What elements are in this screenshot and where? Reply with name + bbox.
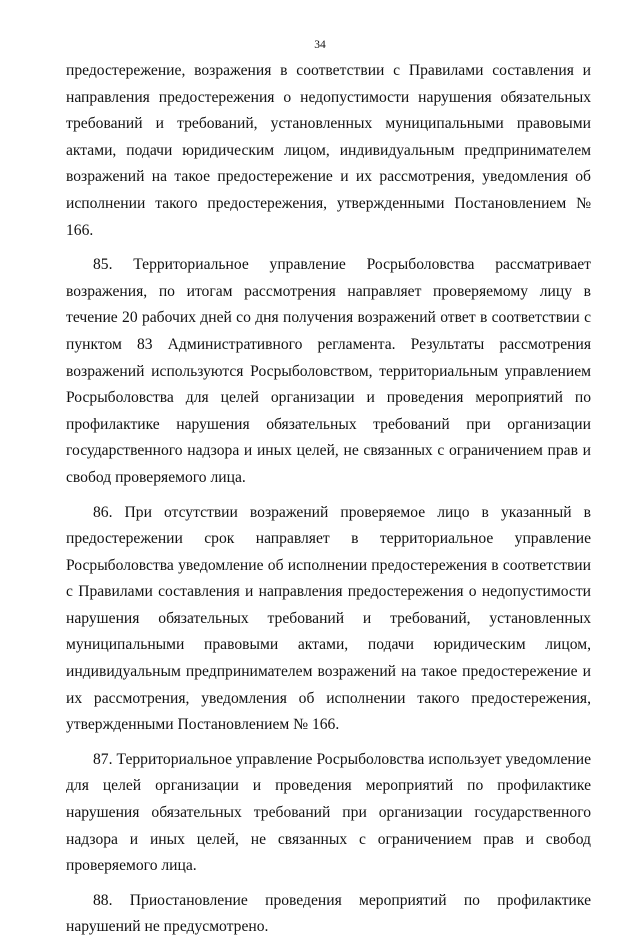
paragraph-87: 87. Территориальное управление Росрыболовства использует уведомление для целей организации и проведения мероприятий по профилактике нарушения обязательных требований при организации государственного надзора и иных целей, не связанных с ограничением прав и свобод проверяемого лица. (66, 750, 591, 875)
document-body (66, 58, 591, 941)
paragraph-88: 88. Приостановление проведения мероприятий по профилактике нарушений не предусмотрено. (66, 891, 591, 936)
paragraph-85: 85. Территориальное управление Росрыболовства рассматривает возражения, по итогам рассмотрения направляет проверяемому лицу в течение 20 рабочих дней со дня получения возражений ответ в соответствии с пунктом 83 Административного регламента. Результаты рассмотрения возражений используются Росрыболовством, территориальным управлением Росрыболовства для целей организации и проведения мероприятий по профилактике нарушения обязательных требований при организации государственного надзора и иных целей, не связанных с ограничением прав и свобод проверяемого лица. (66, 256, 591, 486)
page-number: 34 (314, 39, 326, 51)
paragraph-86: 86. При отсутствии возражений проверяемое лицо в указанный в предостережении срок направляет в территориальное управление Росрыболовства уведомление об исполнении предостережения в соответствии с Правилами составления и направления предостережения о недопустимости нарушения обязательных требований и требований, установленных муниципальными правовыми актами, подачи юридическим лицом, индивидуальным предпринимателем возражений на такое предостережение и их рассмотрения, уведомления об исполнении такого предостережения, утвержденными Постановлением № 166. (66, 503, 591, 734)
paragraph-continuation: предостережение, возражения в соответствии с Правилами составления и направления предостережения о недопустимости нарушения обязательных требований и требований, установленных муниципальными правовыми актами, подачи юридическим лицом, индивидуальным предпринимателем возражений на такое предостережение и их рассмотрения, уведомления об исполнении такого предостережения, утвержденными Постановлением № 166. (66, 62, 591, 239)
